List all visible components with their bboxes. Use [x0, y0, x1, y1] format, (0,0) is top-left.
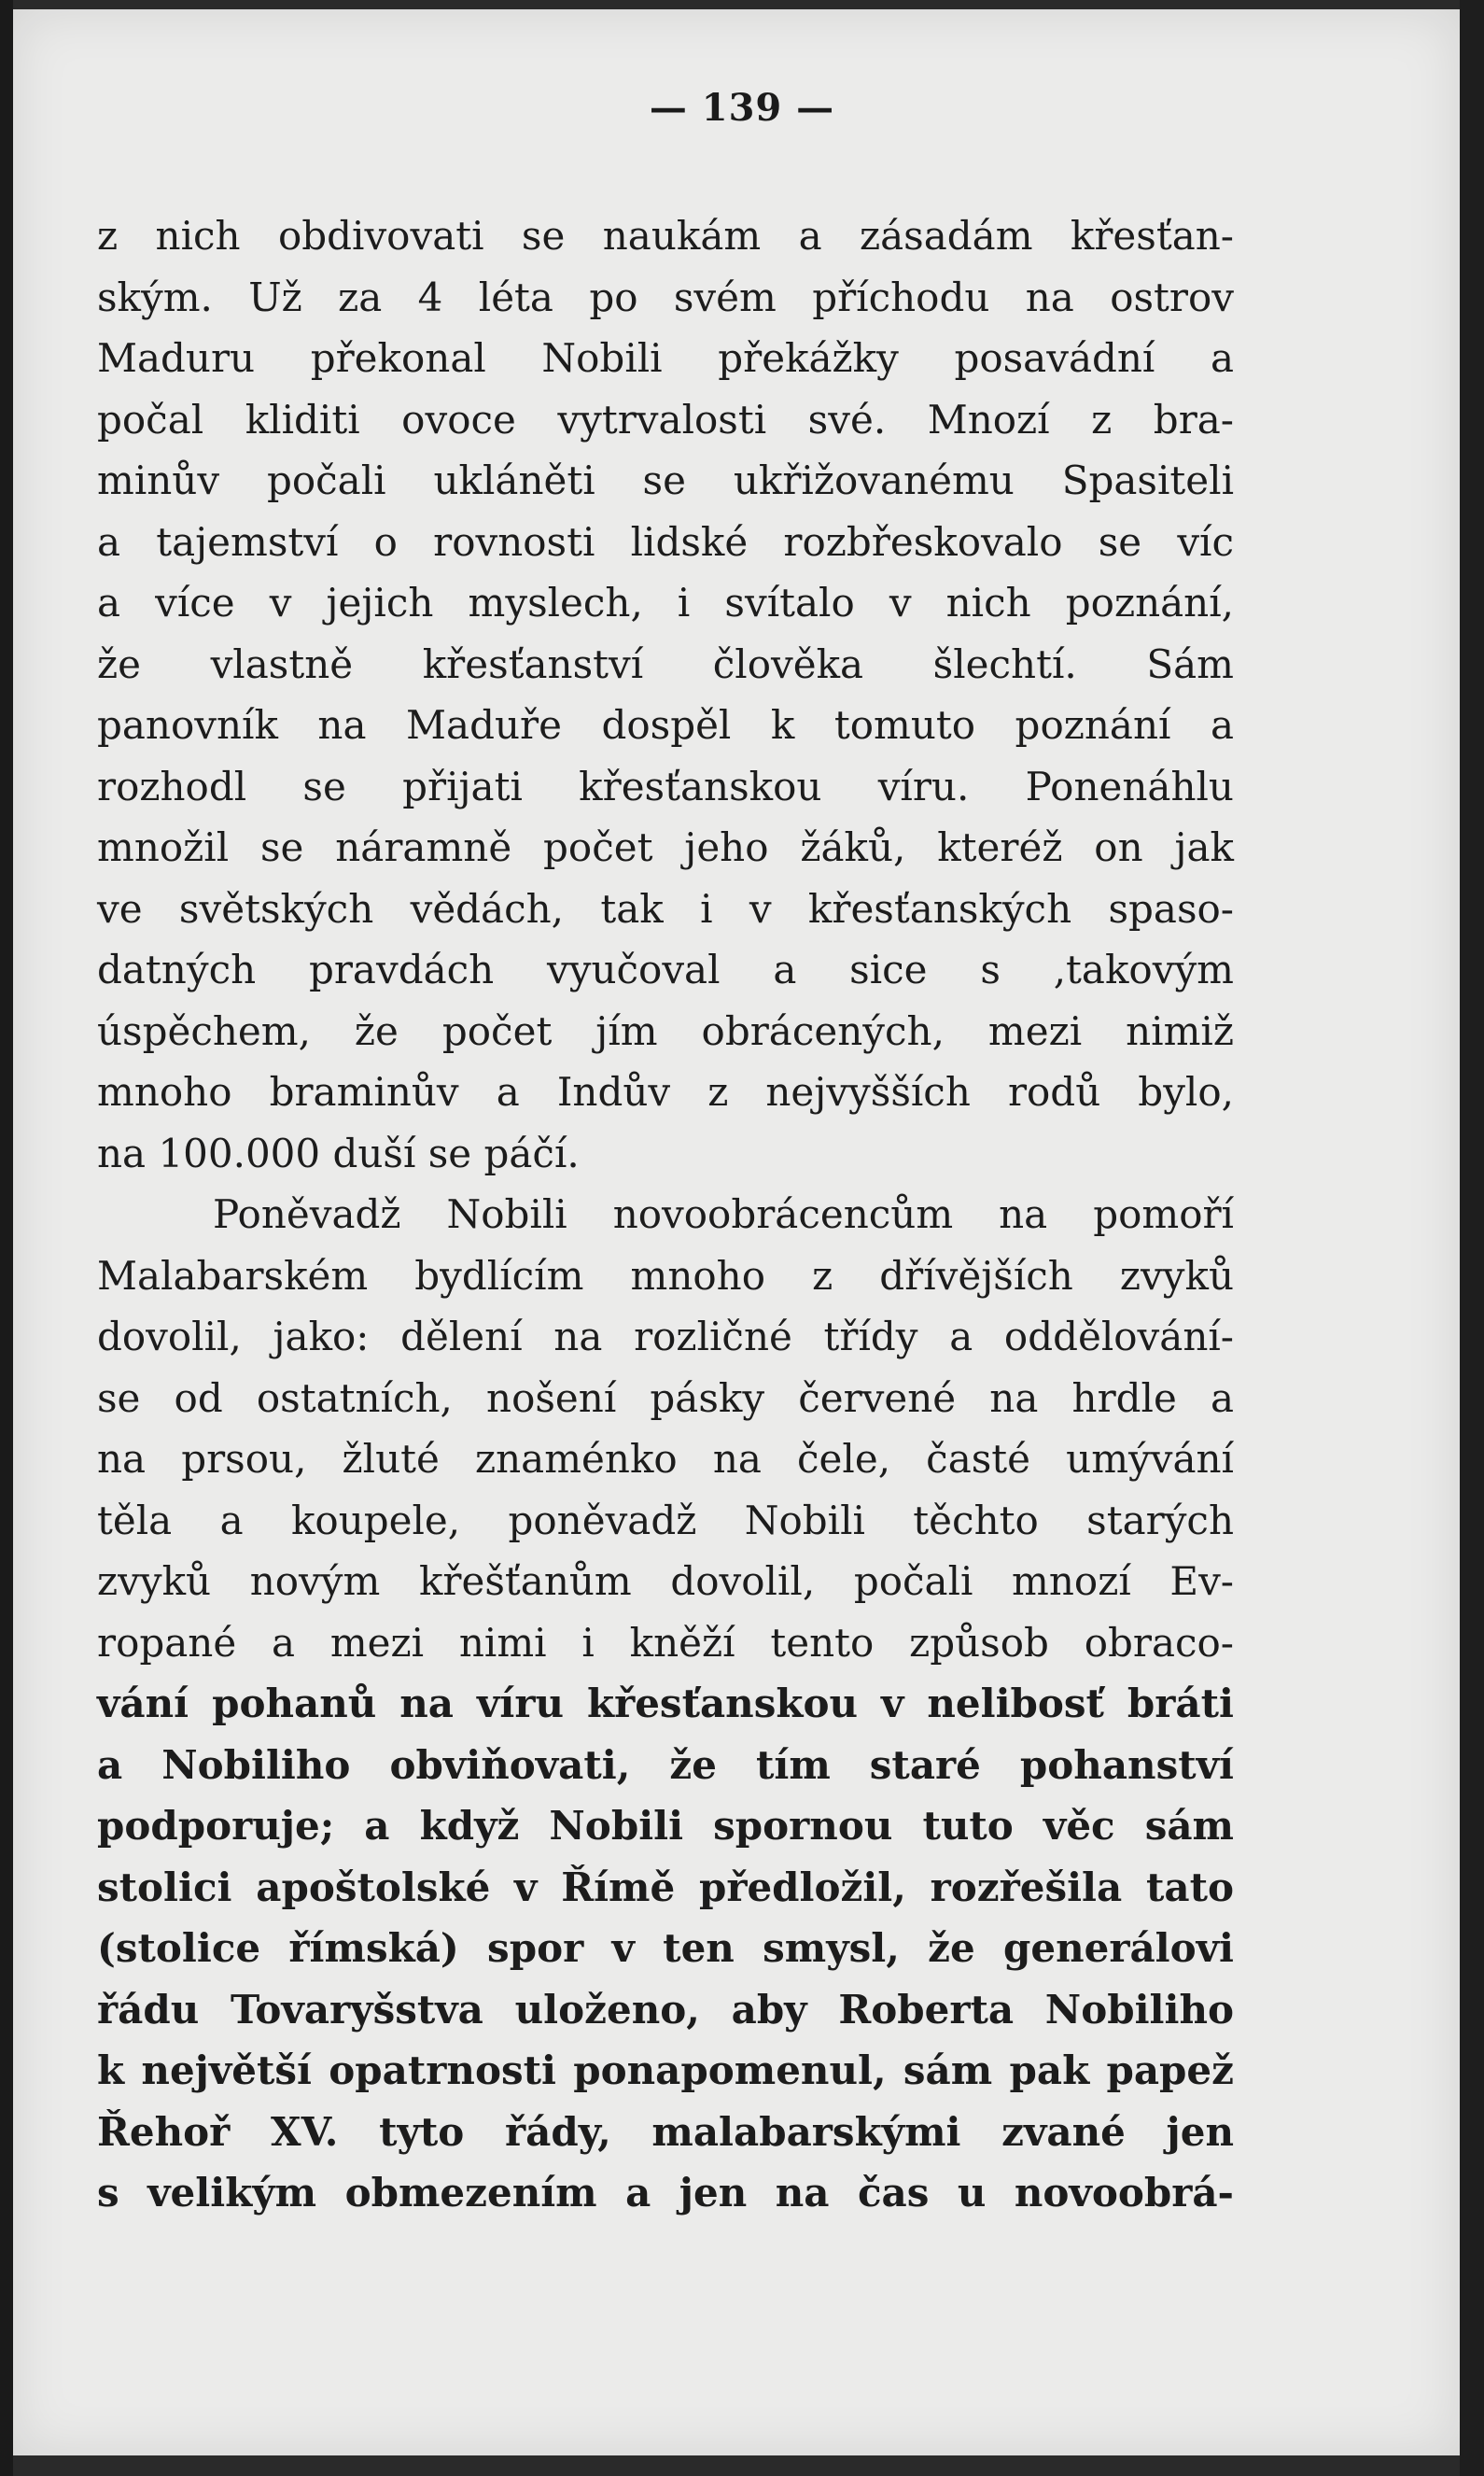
text-line: Malabarském bydlícím mnoho z dřívějších zvyků — [97, 1252, 1234, 1299]
text-line: ropané a mezi nimi i kněží tento způsob obraco- — [97, 1619, 1234, 1666]
text-line: panovník na Maduře dospěl k tomuto poznání a — [97, 702, 1234, 748]
text-line: rozhodl se přijati křesťanskou víru. Ponenáhlu — [97, 763, 1234, 809]
text-line: (stolice římská) spor v ten smysl, že generálovi — [97, 1925, 1234, 1971]
page-body — [97, 205, 1234, 2224]
text-line: na 100.000 duší se páčí. — [97, 1130, 580, 1176]
paragraph-1 — [97, 205, 1234, 1184]
text-line: a Nobiliho obviňovati, že tím staré pohanství — [97, 1741, 1234, 1788]
text-line: Řehoř XV. tyto řády, malabarskými zvané jen — [97, 2108, 1234, 2155]
text-line: s velikým obmezením a jen na čas u novoobrá- — [97, 2170, 1234, 2216]
text-line: a tajemství o rovnosti lidské rozbřeskovalo se víc — [97, 518, 1234, 565]
text-line: ve světských vědách, tak i v křesťanských spaso- — [97, 885, 1234, 932]
text-line: Maduru překonal Nobili překážky posavádní a — [97, 335, 1234, 381]
text-line: zvyků novým křešťanům dovolil, počali mnozí Ev- — [97, 1558, 1234, 1604]
text-line: mnoho braminův a Indův z nejvyšších rodů bylo, — [97, 1069, 1234, 1115]
text-line: datných pravdách vyučoval a sice s ,takovým — [97, 947, 1234, 992]
text-line: ským. Už za 4 léta po svém příchodu na ostrov — [97, 274, 1234, 320]
paragraph-2 — [97, 1184, 1234, 2224]
text-line: z nich obdivovati se naukám a zásadám křesťan- — [97, 213, 1234, 259]
text-line: k největší opatrnosti ponapomenul, sám pak papež — [97, 2047, 1234, 2093]
text-line: podporuje; a když Nobili spornou tuto věc sám — [97, 1803, 1234, 1849]
page-number: — 139 — — [649, 86, 835, 130]
text-line: počal kliditi ovoce vytrvalosti své. Mnozí z bra- — [97, 396, 1234, 443]
text-line: dovolil, jako: dělení na rozličné třídy a oddělování- — [97, 1314, 1234, 1359]
text-line: že vlastně křesťanství člověka šlechtí. Sám — [97, 640, 1234, 687]
text-line: úspěchem, že počet jím obrácených, mezi nimiž — [97, 1007, 1234, 1054]
text-line: minův počali ukláněti se ukřižovanému Spasiteli — [97, 457, 1234, 503]
scan-left-edge — [0, 0, 13, 2476]
text-line: se od ostatních, nošení pásky červené na hrdle a — [97, 1374, 1234, 1421]
text-line: a více v jejich myslech, i svítalo v nich poznání, — [97, 580, 1234, 626]
text-line: vání pohanů na víru křesťanskou v nelibosť bráti — [97, 1681, 1234, 1726]
scan-right-edge — [1460, 0, 1484, 2476]
text-line: řádu Tovaryšstva uloženo, aby Roberta Nobiliho — [97, 1986, 1234, 2033]
text-line: na prsou, žluté znaménko na čele, časté umývání — [97, 1436, 1234, 1482]
text-line: Poněvadž Nobili novoobrácencům na pomoří — [213, 1191, 1234, 1237]
text-line: množil se náramně počet jeho žáků, kteréž on jak — [97, 824, 1234, 870]
text-line: stolici apoštolské v Římě předložil, rozřešila tato — [97, 1864, 1234, 1910]
text-line: těla a koupele, poněvadž Nobili těchto starých — [97, 1497, 1234, 1543]
